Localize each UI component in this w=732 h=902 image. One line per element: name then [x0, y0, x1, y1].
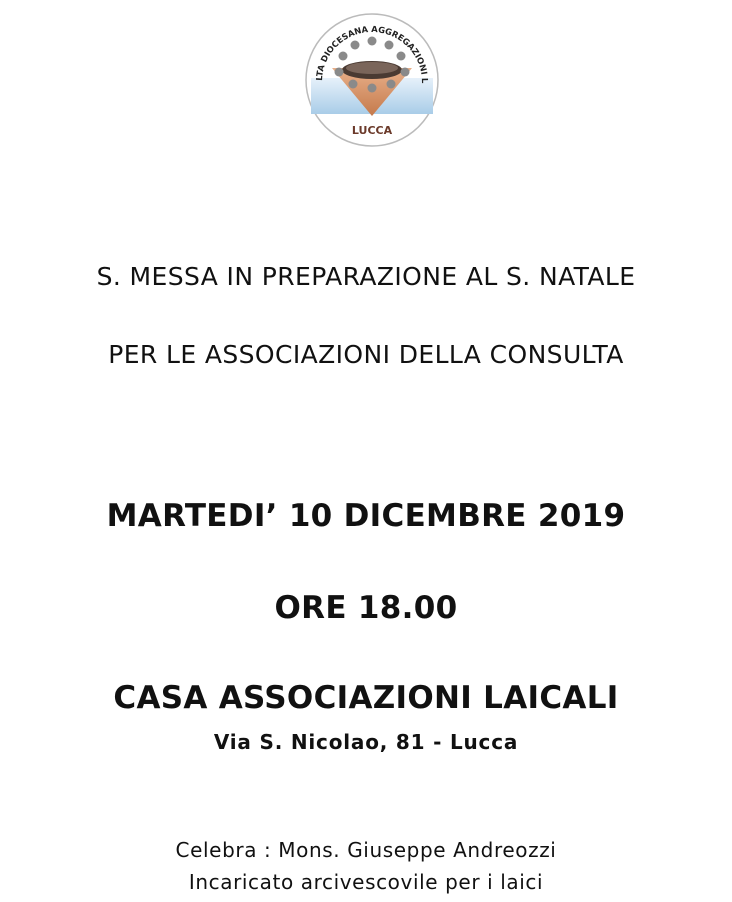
celebrant-name: Celebra : Mons. Giuseppe Andreozzi — [175, 838, 557, 862]
logo-city-text: LUCCA — [351, 124, 393, 137]
event-title-line1: S. MESSA IN PREPARAZIONE AL S. NATALE — [96, 262, 636, 291]
consulta-logo — [303, 8, 441, 152]
celebrant-role: Incaricato arcivescovile per i laici — [188, 870, 544, 894]
event-address: Via S. Nicolao, 81 - Lucca — [213, 730, 519, 754]
event-date: MARTEDI’ 10 DICEMBRE 2019 — [106, 498, 626, 534]
event-time: ORE 18.00 — [274, 590, 458, 626]
consulta-logo-emblem — [303, 8, 441, 152]
event-venue: CASA ASSOCIAZIONI LAICALI — [113, 680, 619, 716]
logo-arc-text: LTA DIOCESANA AGGREGAZIONI L — [313, 23, 431, 84]
event-title-line2: PER LE ASSOCIAZIONI DELLA CONSULTA — [108, 340, 624, 369]
